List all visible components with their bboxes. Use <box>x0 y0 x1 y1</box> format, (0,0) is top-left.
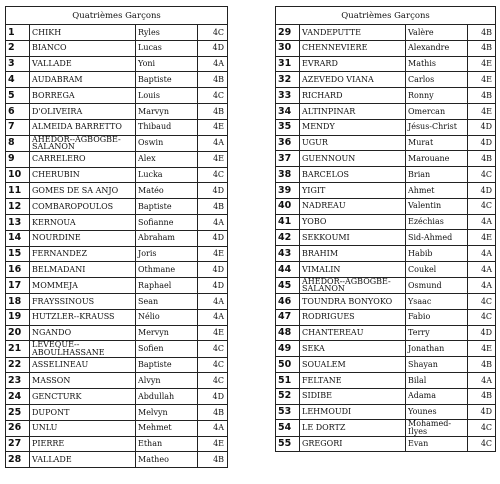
table-row <box>6 151 228 167</box>
class-cell: 4A <box>198 309 228 325</box>
table-row <box>6 309 228 325</box>
firstname-cell: Thibaud <box>136 119 198 135</box>
rank-cell: 11 <box>6 183 30 199</box>
surname-cell: UGUR <box>300 135 406 151</box>
table-row <box>276 88 496 104</box>
table-row <box>276 167 496 183</box>
rank-cell: 55 <box>276 436 300 452</box>
rank-cell: 47 <box>276 309 300 325</box>
table-row <box>276 198 496 214</box>
firstname-cell: Matéo <box>136 183 198 199</box>
class-cell: 4E <box>468 230 496 246</box>
rank-cell: 22 <box>6 357 30 373</box>
class-cell: 4A <box>198 135 228 151</box>
firstname-cell: Valère <box>406 25 468 41</box>
firstname-cell: Mervyn <box>136 325 198 341</box>
surname-cell: ALTINPINAR <box>300 103 406 119</box>
firstname-cell: Ronny <box>406 88 468 104</box>
firstname-cell: Adama <box>406 388 468 404</box>
right-ranking-table <box>275 6 496 452</box>
rank-cell: 35 <box>276 119 300 135</box>
surname-cell: D'OLIVEIRA <box>30 103 136 119</box>
class-cell: 4C <box>198 341 228 357</box>
class-cell: 4D <box>468 325 496 341</box>
rank-cell: 9 <box>6 151 30 167</box>
class-cell: 4D <box>468 135 496 151</box>
class-cell: 4D <box>468 182 496 198</box>
rank-cell: 7 <box>6 119 30 135</box>
surname-cell: PIERRE <box>30 436 136 452</box>
class-cell: 4C <box>468 167 496 183</box>
class-cell: 4E <box>198 325 228 341</box>
firstname-cell: Alvyn <box>136 373 198 389</box>
firstname-cell: Alexandre <box>406 40 468 56</box>
table-row <box>276 25 496 41</box>
table-row <box>276 309 496 325</box>
surname-cell: CHENNEVIERE <box>300 40 406 56</box>
firstname-cell: Younes <box>406 404 468 420</box>
firstname-cell: Coukel <box>406 261 468 277</box>
class-cell: 4D <box>198 183 228 199</box>
surname-cell: SEKA <box>300 341 406 357</box>
surname-cell: DUPONT <box>30 404 136 420</box>
surname-cell: RICHARD <box>300 88 406 104</box>
class-cell: 4E <box>468 56 496 72</box>
rank-cell: 19 <box>6 309 30 325</box>
firstname-cell: Matheo <box>136 452 198 468</box>
surname-cell: MENDY <box>300 119 406 135</box>
surname-cell: GENCTURK <box>30 389 136 405</box>
class-cell: 4A <box>468 246 496 262</box>
rank-cell: 32 <box>276 72 300 88</box>
surname-cell: KERNOUA <box>30 214 136 230</box>
firstname-cell: Melvyn <box>136 404 198 420</box>
surname-cell: EVRARD <box>300 56 406 72</box>
firstname-cell: Yoni <box>136 56 198 72</box>
rank-cell: 42 <box>276 230 300 246</box>
surname-cell: COMBAROPOULOS <box>30 199 136 215</box>
table-header-row <box>276 7 496 25</box>
class-cell: 4D <box>198 262 228 278</box>
class-cell: 4C <box>468 293 496 309</box>
surname-cell: FELTANE <box>300 372 406 388</box>
class-cell: 4B <box>198 199 228 215</box>
rank-cell: 50 <box>276 357 300 373</box>
rank-cell: 29 <box>276 25 300 41</box>
firstname-cell: Osmund <box>406 277 468 293</box>
surname-cell: LEHMOUDI <box>300 404 406 420</box>
rank-cell: 54 <box>276 420 300 436</box>
surname-cell: MOMMEJA <box>30 278 136 294</box>
table-row <box>276 420 496 436</box>
surname-cell: CARRELERO <box>30 151 136 167</box>
class-cell: 4A <box>468 277 496 293</box>
table-row <box>6 167 228 183</box>
rank-cell: 20 <box>6 325 30 341</box>
table-row <box>6 389 228 405</box>
class-cell: 4B <box>198 72 228 88</box>
surname-cell: MASSON <box>30 373 136 389</box>
surname-cell: AUDABRAM <box>30 72 136 88</box>
table-row <box>6 357 228 373</box>
table-row <box>276 230 496 246</box>
class-cell: 4A <box>198 214 228 230</box>
surname-cell: TOUNDRA BONYOKO <box>300 293 406 309</box>
class-cell: 4C <box>198 373 228 389</box>
table-row <box>6 420 228 436</box>
table-row <box>6 88 228 104</box>
rank-cell: 53 <box>276 404 300 420</box>
firstname-cell: Oswin <box>136 135 198 151</box>
firstname-cell: Murat <box>406 135 468 151</box>
surname-cell: YOBO <box>300 214 406 230</box>
rank-cell: 38 <box>276 167 300 183</box>
surname-cell: VALLADE <box>30 56 136 72</box>
right-table-body <box>276 25 496 452</box>
class-cell: 4C <box>198 88 228 104</box>
class-cell: 4C <box>198 357 228 373</box>
rank-cell: 34 <box>276 103 300 119</box>
rank-cell: 44 <box>276 261 300 277</box>
surname-cell: GOMES DE SA ANJO <box>30 183 136 199</box>
surname-cell: CHERUBIN <box>30 167 136 183</box>
rank-cell: 52 <box>276 388 300 404</box>
rank-cell: 13 <box>6 214 30 230</box>
class-cell: 4C <box>468 309 496 325</box>
surname-cell: ALMEIDA BARRETTO <box>30 119 136 135</box>
table-header-row <box>6 7 228 25</box>
rank-cell: 15 <box>6 246 30 262</box>
table-row <box>276 277 496 293</box>
rank-cell: 5 <box>6 88 30 104</box>
rank-cell: 48 <box>276 325 300 341</box>
firstname-cell: Brian <box>406 167 468 183</box>
class-cell: 4A <box>198 56 228 72</box>
firstname-cell: Evan <box>406 436 468 452</box>
surname-cell: VALLADE <box>30 452 136 468</box>
surname-cell: RODRIGUES <box>300 309 406 325</box>
class-cell: 4C <box>198 25 228 41</box>
rank-cell: 23 <box>6 373 30 389</box>
firstname-cell: Shayan <box>406 357 468 373</box>
rank-cell: 45 <box>276 277 300 293</box>
surname-cell: NGANDO <box>30 325 136 341</box>
firstname-cell: Ethan <box>136 436 198 452</box>
table-row <box>6 293 228 309</box>
class-cell: 4C <box>468 436 496 452</box>
firstname-cell: Baptiste <box>136 357 198 373</box>
rank-cell: 46 <box>276 293 300 309</box>
table-row <box>6 230 228 246</box>
rank-cell: 28 <box>6 452 30 468</box>
table-row <box>276 214 496 230</box>
surname-cell: AZEVEDO VIANA <box>300 72 406 88</box>
surname-cell: CHIKH <box>30 25 136 41</box>
table-row <box>276 119 496 135</box>
rank-cell: 6 <box>6 103 30 119</box>
table-row <box>6 40 228 56</box>
table-row <box>6 436 228 452</box>
table-row <box>6 72 228 88</box>
firstname-cell: Baptiste <box>136 72 198 88</box>
class-cell: 4D <box>198 40 228 56</box>
class-cell: 4B <box>198 404 228 420</box>
surname-cell: YIGIT <box>300 182 406 198</box>
firstname-cell: Habib <box>406 246 468 262</box>
firstname-cell: Abraham <box>136 230 198 246</box>
surname-cell: HUTZLER--KRAUSS <box>30 309 136 325</box>
table-row <box>276 182 496 198</box>
rank-cell: 21 <box>6 341 30 357</box>
firstname-cell: Ysaac <box>406 293 468 309</box>
surname-cell: BRAHIM <box>300 246 406 262</box>
rank-cell: 43 <box>276 246 300 262</box>
surname-cell: FERNANDEZ <box>30 246 136 262</box>
class-cell: 4A <box>468 372 496 388</box>
surname-cell: NADREAU <box>300 198 406 214</box>
surname-cell: GREGORI <box>300 436 406 452</box>
rank-cell: 49 <box>276 341 300 357</box>
table-row <box>276 135 496 151</box>
left-ranking-table <box>5 6 228 468</box>
class-cell: 4B <box>468 25 496 41</box>
table-row <box>276 325 496 341</box>
surname-cell: NOURDINE <box>30 230 136 246</box>
firstname-cell: Ahmet <box>406 182 468 198</box>
surname-cell: BIANCO <box>30 40 136 56</box>
rank-cell: 10 <box>6 167 30 183</box>
surname-cell: BORREGA <box>30 88 136 104</box>
firstname-cell: Ezéchias <box>406 214 468 230</box>
table-row <box>6 119 228 135</box>
table-row <box>6 452 228 468</box>
class-cell: 4B <box>468 357 496 373</box>
rank-cell: 12 <box>6 199 30 215</box>
rank-cell: 2 <box>6 40 30 56</box>
class-cell: 4E <box>198 119 228 135</box>
rank-cell: 27 <box>6 436 30 452</box>
table-row <box>6 262 228 278</box>
rank-cell: 25 <box>6 404 30 420</box>
rank-cell: 8 <box>6 135 30 151</box>
surname-cell: AHEDOR--AGBOGBE-SALANON <box>300 277 406 293</box>
class-cell: 4A <box>198 420 228 436</box>
table-row <box>6 103 228 119</box>
rank-cell: 39 <box>276 182 300 198</box>
firstname-cell: Alex <box>136 151 198 167</box>
left-table-body <box>6 25 228 468</box>
rank-cell: 14 <box>6 230 30 246</box>
surname-cell: VIMALIN <box>300 261 406 277</box>
firstname-cell: Lucas <box>136 40 198 56</box>
firstname-cell: Sofien <box>136 341 198 357</box>
rank-cell: 51 <box>276 372 300 388</box>
table-row <box>276 372 496 388</box>
table-row <box>6 341 228 357</box>
firstname-cell: Baptiste <box>136 199 198 215</box>
table-row <box>6 214 228 230</box>
rank-cell: 37 <box>276 151 300 167</box>
table-title: Quatrièmes Garçons <box>6 7 228 25</box>
surname-cell: SOUALEM <box>300 357 406 373</box>
class-cell: 4D <box>198 389 228 405</box>
table-row <box>276 151 496 167</box>
class-cell: 4D <box>198 230 228 246</box>
class-cell: 4E <box>198 151 228 167</box>
rank-cell: 17 <box>6 278 30 294</box>
class-cell: 4D <box>468 404 496 420</box>
class-cell: 4B <box>468 388 496 404</box>
firstname-cell: Omercan <box>406 103 468 119</box>
class-cell: 4C <box>198 167 228 183</box>
table-row <box>276 72 496 88</box>
firstname-cell: Terry <box>406 325 468 341</box>
surname-cell: FRAYSSINOUS <box>30 293 136 309</box>
firstname-cell: Bilal <box>406 372 468 388</box>
rank-cell: 30 <box>276 40 300 56</box>
class-cell: 4A <box>468 261 496 277</box>
rank-cell: 33 <box>276 88 300 104</box>
surname-cell: UNLU <box>30 420 136 436</box>
firstname-cell: Raphael <box>136 278 198 294</box>
table-row <box>276 246 496 262</box>
class-cell: 4B <box>198 103 228 119</box>
firstname-cell: Valentin <box>406 198 468 214</box>
table-row <box>6 183 228 199</box>
table-row <box>6 278 228 294</box>
table-row <box>276 56 496 72</box>
class-cell: 4C <box>468 198 496 214</box>
surname-cell: SEKKOUMI <box>300 230 406 246</box>
class-cell: 4D <box>468 119 496 135</box>
rank-cell: 41 <box>276 214 300 230</box>
surname-cell: AHEDOR--AGBOGBE-SALANON <box>30 135 136 151</box>
table-row <box>6 404 228 420</box>
class-cell: 4E <box>468 341 496 357</box>
firstname-cell: Marvyn <box>136 103 198 119</box>
class-cell: 4B <box>468 88 496 104</box>
rank-cell: 4 <box>6 72 30 88</box>
firstname-cell: Sean <box>136 293 198 309</box>
firstname-cell: Carlos <box>406 72 468 88</box>
surname-cell: CHANTEREAU <box>300 325 406 341</box>
class-cell: 4A <box>198 293 228 309</box>
table-row <box>6 25 228 41</box>
surname-cell: SIDIBE <box>300 388 406 404</box>
firstname-cell: Ryles <box>136 25 198 41</box>
class-cell: 4B <box>468 40 496 56</box>
table-row <box>276 436 496 452</box>
rank-cell: 26 <box>6 420 30 436</box>
class-cell: 4D <box>198 278 228 294</box>
rank-cell: 16 <box>6 262 30 278</box>
surname-cell: ASSELINEAU <box>30 357 136 373</box>
firstname-cell: Jésus-Christ <box>406 119 468 135</box>
table-row <box>276 404 496 420</box>
table-row <box>6 199 228 215</box>
firstname-cell: Nélio <box>136 309 198 325</box>
class-cell: 4B <box>468 151 496 167</box>
table-title: Quatrièmes Garçons <box>276 7 496 25</box>
class-cell: 4E <box>198 436 228 452</box>
surname-cell: LE DORTZ <box>300 420 406 436</box>
rank-cell: 40 <box>276 198 300 214</box>
firstname-cell: Sid-Ahmed <box>406 230 468 246</box>
firstname-cell: Jonathan <box>406 341 468 357</box>
firstname-cell: Sofianne <box>136 214 198 230</box>
rank-cell: 1 <box>6 25 30 41</box>
firstname-cell: Marouane <box>406 151 468 167</box>
surname-cell: VANDEPUTTE <box>300 25 406 41</box>
rank-cell: 3 <box>6 56 30 72</box>
firstname-cell: Joris <box>136 246 198 262</box>
surname-cell: BARCELOS <box>300 167 406 183</box>
firstname-cell: Othmane <box>136 262 198 278</box>
firstname-cell: Mathis <box>406 56 468 72</box>
rank-cell: 31 <box>276 56 300 72</box>
class-cell: 4E <box>198 246 228 262</box>
table-row <box>276 261 496 277</box>
surname-cell: GUENNOUN <box>300 151 406 167</box>
rank-cell: 24 <box>6 389 30 405</box>
class-cell: 4C <box>468 420 496 436</box>
table-row <box>276 341 496 357</box>
rank-cell: 18 <box>6 293 30 309</box>
class-cell: 4A <box>468 214 496 230</box>
table-row <box>6 56 228 72</box>
table-row <box>276 40 496 56</box>
class-cell: 4E <box>468 103 496 119</box>
table-row <box>6 325 228 341</box>
firstname-cell: Abdullah <box>136 389 198 405</box>
firstname-cell: Fabio <box>406 309 468 325</box>
table-row <box>276 388 496 404</box>
firstname-cell: Louis <box>136 88 198 104</box>
table-row <box>6 246 228 262</box>
table-row <box>6 135 228 151</box>
firstname-cell: Mohamed-Ilyes <box>406 420 468 436</box>
surname-cell: LEVEQUE--ABOULHASSANE <box>30 341 136 357</box>
firstname-cell: Mehmet <box>136 420 198 436</box>
table-row <box>6 373 228 389</box>
class-cell: 4E <box>468 72 496 88</box>
firstname-cell: Lucka <box>136 167 198 183</box>
table-row <box>276 357 496 373</box>
table-row <box>276 103 496 119</box>
rank-cell: 36 <box>276 135 300 151</box>
surname-cell: BELMADANI <box>30 262 136 278</box>
class-cell: 4B <box>198 452 228 468</box>
table-row <box>276 293 496 309</box>
